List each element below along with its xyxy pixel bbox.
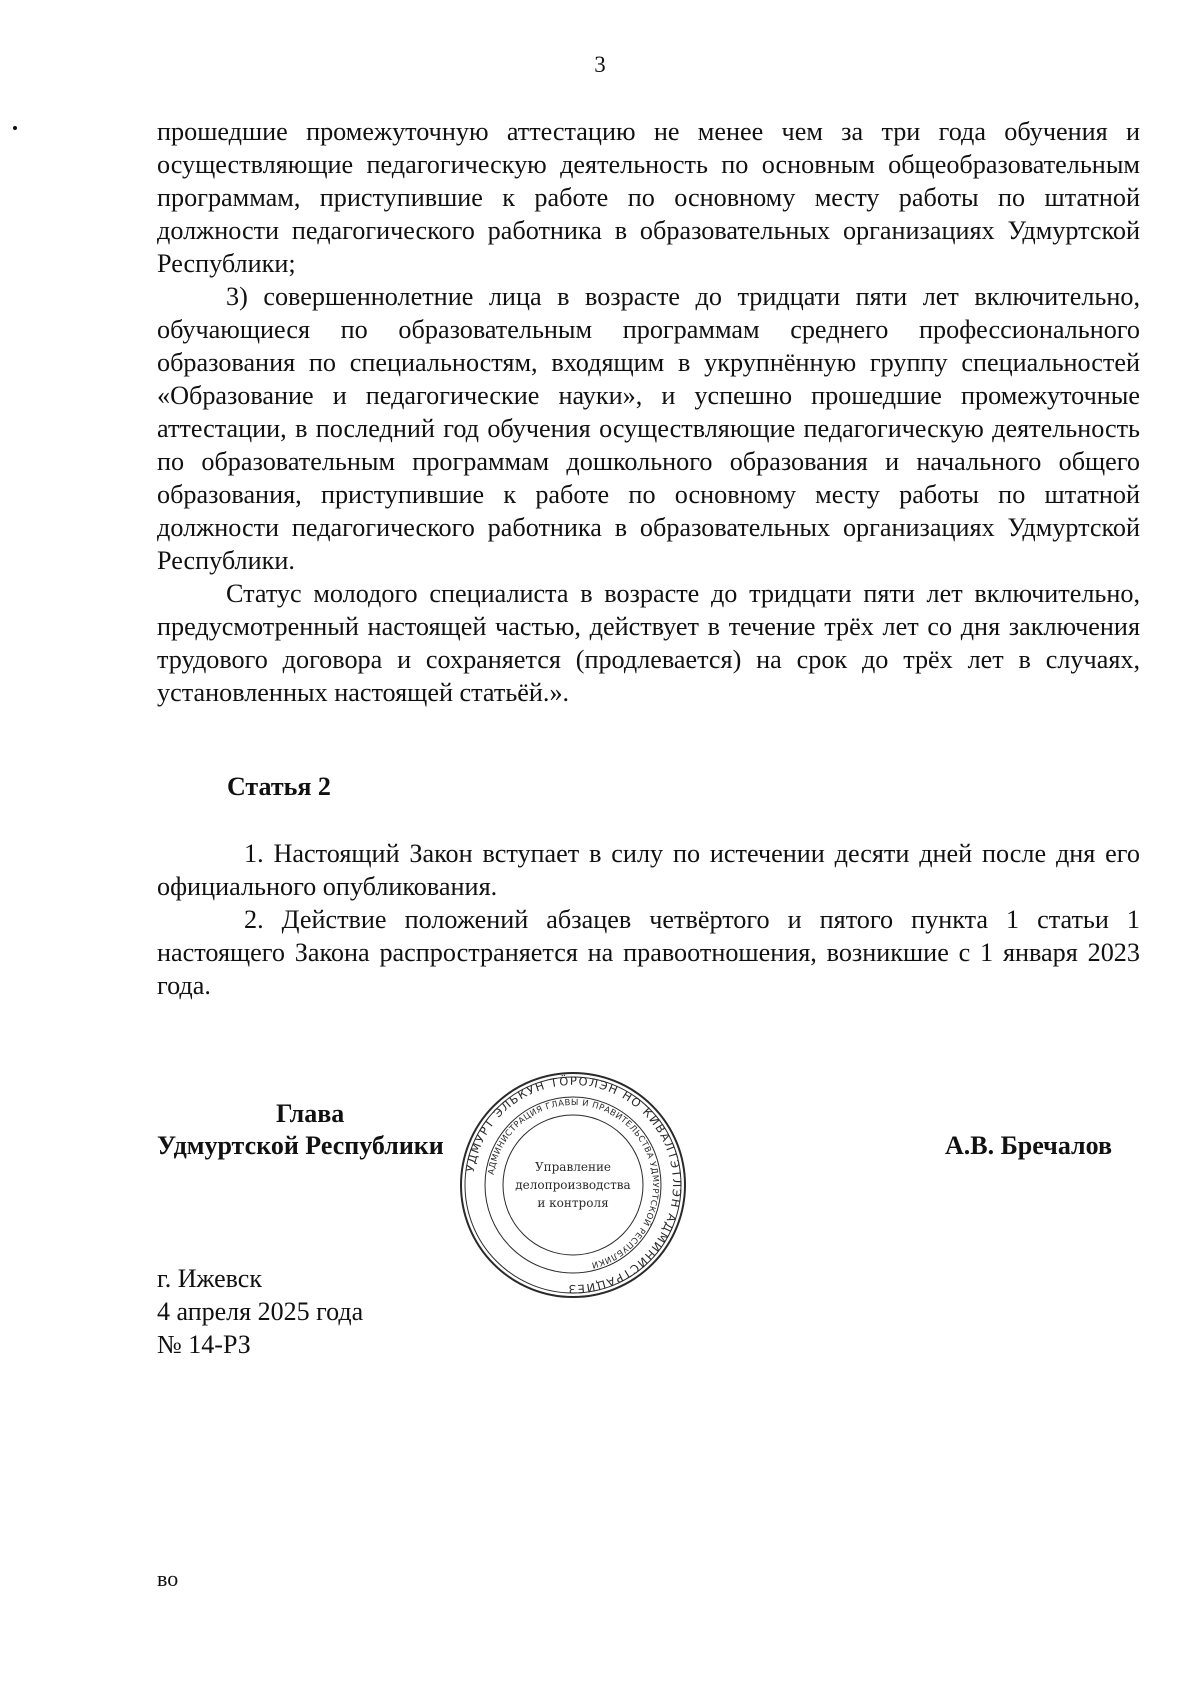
margin-dot (13, 126, 17, 130)
law-body-text (157, 115, 1140, 709)
seal-center-line-3: и контроля (537, 1196, 609, 1210)
seal-center-line-1: Управление (534, 1160, 612, 1174)
signatory-name: А.В. Бречалов (945, 1131, 1113, 1160)
seal-outer-text: УДМУРТ ЭЛЬКУН ТӦРОЛЭН НО КИВАЛТЭТЛЭН АДМИНИСТРАЦИЕЗ (462, 1073, 685, 1297)
seal-center-line-2: делопроизводства (515, 1178, 631, 1192)
official-seal (458, 1070, 688, 1300)
law-date: 4 апреля 2025 года (157, 1297, 364, 1326)
footer-initials: во (157, 1566, 179, 1591)
article-point-1: 1. Настоящий Закон вступает в силу по истечении десяти дней после дня его официального опубликования. (157, 839, 1140, 901)
paragraph-continuation: прошедшие промежуточную аттестацию не менее чем за три года обучения и осуществляющие педагогическую деятельность по основным общеобразовательным программам, приступившие к работе по основному месту работы по штатной должности педагогического работника в образовательных организациях Удмуртской Республики; (157, 117, 1140, 278)
city: г. Ижевск (157, 1264, 262, 1293)
page-number: 3 (594, 52, 606, 77)
signatory-title-line-2: Удмуртской Республики (157, 1131, 444, 1160)
article-heading: Статья 2 (227, 772, 331, 801)
article-text (157, 837, 1140, 1002)
article-point-2: 2. Действие положений абзацев четвёртого и пятого пункта 1 статьи 1 настоящего Закона распространяется на правоотношения, возникшие с 1 января 2023 года. (157, 905, 1140, 1000)
signatory-title-line-1: Глава (276, 1099, 345, 1128)
paragraph-item-3: 3) совершеннолетние лица в возрасте до тридцати пяти лет включительно, обучающиеся по образовательным программам среднего профессионального образования по специальностям, входящим в укрупнённую группу специальностей «Образование и педагогические науки», и успешно прошедшие промежуточные аттестации, в последний год обучения осуществляющие педагогическую деятельность по образовательным программам дошкольного образования и начального общего образования, приступившие к работе по основному месту работы по штатной должности педагогического работника в образовательных организациях Удмуртской Республики. (157, 282, 1140, 575)
place-date-block (157, 1262, 363, 1361)
law-number: № 14-РЗ (157, 1330, 251, 1359)
paragraph-status: Статус молодого специалиста в возрасте до тридцати пяти лет включительно, предусмотренный настоящей частью, действует в течение трёх лет со дня заключения трудового договора и сохраняется (продлевается) на срок до трёх лет в случаях, установленных настоящей статьёй.». (157, 579, 1140, 707)
seal-inner-ring-text: АДМИНИСТРАЦИЯ ГЛАВЫ И ПРАВИТЕЛЬСТВА УДМУРТСКОЙ РЕСПУБЛИКИ (485, 1096, 662, 1271)
